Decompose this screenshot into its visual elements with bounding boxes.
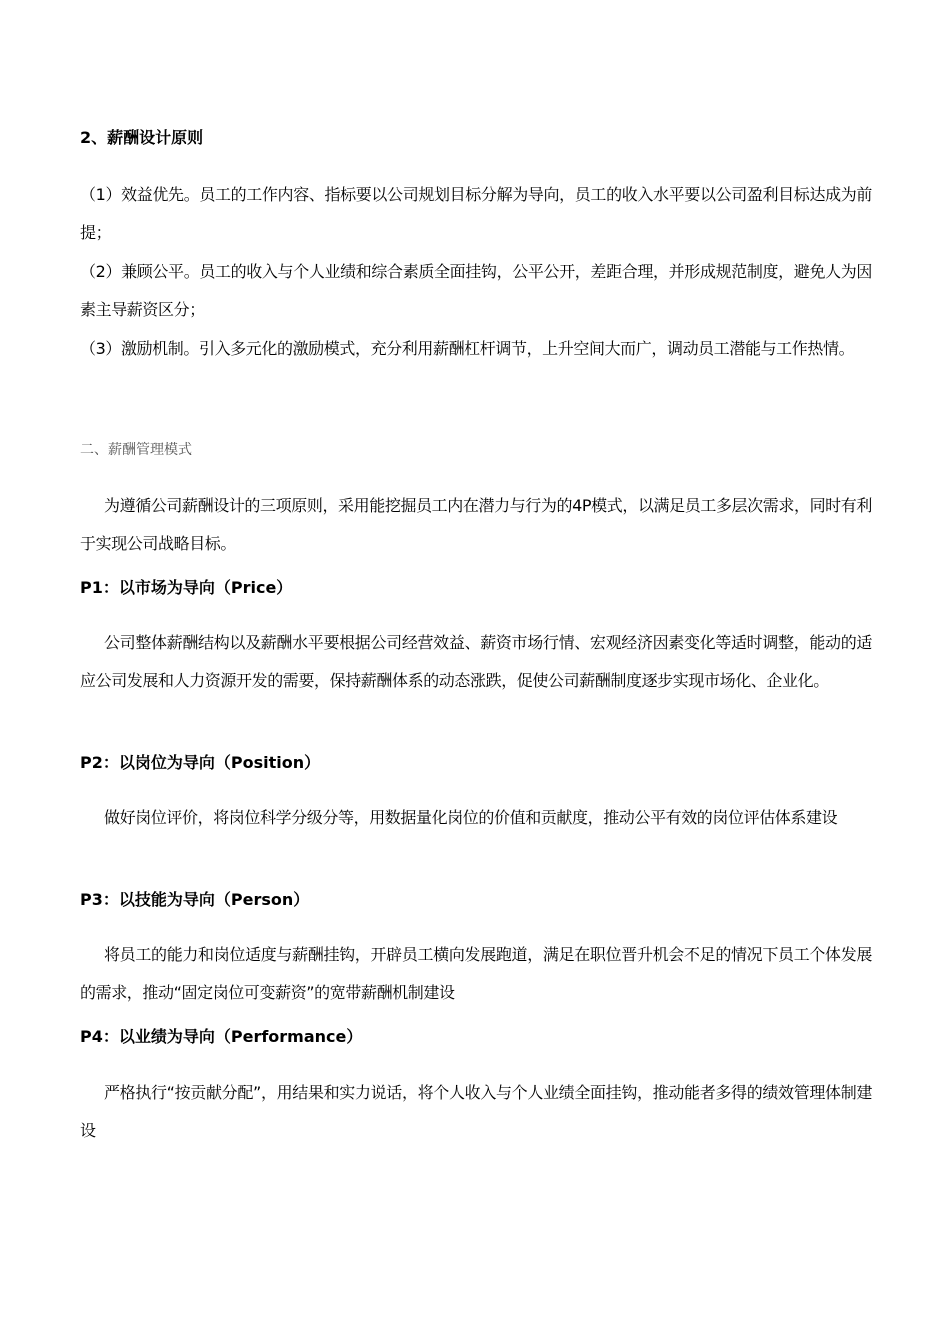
p2-body: 做好岗位评价，将岗位科学分级分等，用数据量化岗位的价值和贡献度，推动公平有效的岗位评估体系建设 <box>104 808 838 827</box>
principle-fairness: （2）兼顾公平。员工的收入与个人业绩和综合素质全面挂钩，公平公开，差距合理，并形成规范制度，避免人为因素主导薪资区分； <box>80 262 872 319</box>
principle-incentive: （3）激励机制。引入多元化的激励模式，充分利用薪酬杠杆调节，上升空间大而广，调动员工潜能与工作热情。 <box>80 339 855 358</box>
p4-body: 严格执行“按贡献分配”，用结果和实力说话，将个人收入与个人业绩全面挂钩，推动能者多得的绩效管理体制建设 <box>80 1083 872 1140</box>
section-heading-salary-principles: 2、薪酬设计原则 <box>80 128 204 147</box>
p1-heading: P1：以市场为导向（Price） <box>80 578 293 597</box>
p3-body: 将员工的能力和岗位适度与薪酬挂钩，开辟员工横向发展跑道，满足在职位晋升机会不足的情况下员工个体发展的需求，推动“固定岗位可变薪资”的宽带薪酬机制建设 <box>80 945 872 1002</box>
p1-body: 公司整体薪酬结构以及薪酬水平要根据公司经营效益、薪资市场行情、宏观经济因素变化等适时调整，能动的适应公司发展和人力资源开发的需要，保持薪酬体系的动态涨跌，促使公司薪酬制度逐步实现市场化、企业化。 <box>80 633 872 690</box>
principle-efficiency: （1）效益优先。员工的工作内容、指标要以公司规划目标分解为导向，员工的收入水平要以公司盈利目标达成为前提； <box>80 185 872 242</box>
p3-heading: P3：以技能为导向（Person） <box>80 890 310 909</box>
section-heading-management-mode: 二、薪酬管理模式 <box>80 442 192 458</box>
management-mode-intro: 为遵循公司薪酬设计的三项原则，采用能挖掘员工内在潜力与行为的4P模式，以满足员工多层次需求，同时有利于实现公司战略目标。 <box>80 496 872 553</box>
p2-heading: P2：以岗位为导向（Position） <box>80 753 321 772</box>
p4-heading: P4：以业绩为导向（Performance） <box>80 1027 363 1046</box>
